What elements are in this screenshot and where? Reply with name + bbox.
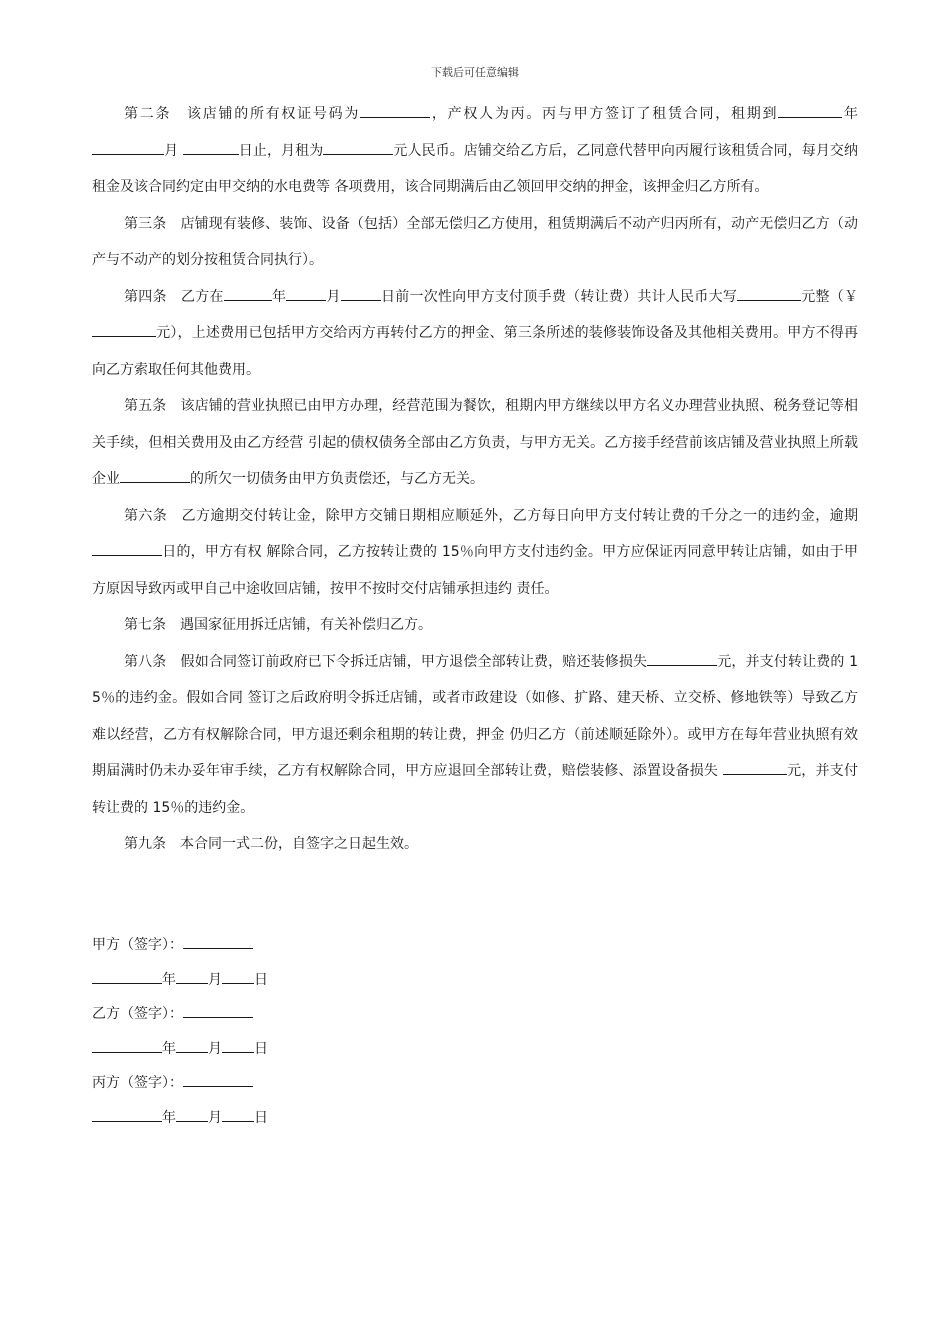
blank-field[interactable]: [323, 139, 393, 155]
party-b-signature: [92, 997, 268, 1032]
party-a-signature: [92, 928, 268, 963]
text: 的所欠一切债务由甲方负责偿还，与乙方无关。: [190, 471, 484, 487]
text: 元人民币。店铺交给乙方后，乙同意代替甲向丙履行该租赁合同，每月交纳租金及该合同约定由甲交纳的水电费等 各项费用，该合同期满后由乙领回甲交纳的押金，该押金归乙方所有。: [92, 142, 859, 195]
text: 日: [254, 971, 268, 988]
blank-field[interactable]: [360, 102, 430, 118]
month-field[interactable]: [176, 968, 208, 984]
text: 年: [162, 971, 176, 988]
text: 元，并支付转让费的 15％的违约金。: [92, 763, 858, 816]
text: 第八条 假如合同签订前政府已下令拆迁店铺，甲方退偿全部转让费，赔还装修损失: [124, 653, 648, 670]
text: ，产权人为丙。丙与甲方签订了租赁合同，租期到: [430, 106, 779, 122]
signature-field[interactable]: [183, 933, 253, 949]
signature-block: [92, 928, 268, 1135]
article-7: 第七条 遇国家征用拆迁店铺，有关补偿归乙方。: [124, 617, 432, 633]
party-c-signature: [92, 1066, 268, 1101]
article-3: 第三条 店铺现有装修、装饰、设备（包括）全部无偿归乙方使用，租赁期满后不动产归丙所有，动产无偿归乙方（动产与不动产的划分按租赁合同执行）。: [92, 215, 858, 268]
text: 甲方（签字）：: [92, 937, 183, 953]
signature-field[interactable]: [183, 1002, 253, 1018]
text: 元整（￥: [801, 288, 859, 305]
text: 丙方（签字）：: [92, 1075, 183, 1091]
page-header: 下载后可任意编辑: [431, 66, 519, 79]
text: 第四条 乙方在: [124, 288, 224, 305]
month-field[interactable]: [176, 1106, 208, 1122]
day-field[interactable]: [222, 968, 254, 984]
text: 月: [208, 1109, 222, 1126]
text: 年: [271, 288, 287, 305]
year-field[interactable]: [92, 968, 162, 984]
text: 日: [254, 1040, 268, 1057]
text: 月: [326, 288, 341, 305]
article-6: [92, 498, 858, 608]
month-field[interactable]: [176, 1037, 208, 1053]
year-field[interactable]: [92, 1106, 162, 1122]
text: 日的，甲方有权 解除合同，乙方按转让费的 15％向甲方支付违约金。甲方应保证丙同意甲转让店铺，如由于甲方原因导致丙或甲自己中途收回店铺，按甲不按时交付店铺承担违约 责任。: [92, 544, 858, 597]
blank-field[interactable]: [92, 321, 156, 337]
text: 第六条 乙方逾期交付转让金，除甲方交铺日期相应顺延外，乙方每日向甲方支付转让费的千分之一的违约金，逾期: [124, 507, 858, 524]
blank-field[interactable]: [92, 139, 164, 155]
text: 元），上述费用已包括甲方交给丙方再转付乙方的押金、第三条所述的装修装饰设备及其他相关费用。甲方不得再向乙方索取任何其他费用。: [92, 325, 858, 378]
article-5: [92, 388, 858, 498]
text: 第二条 该店铺的所有权证号码为: [124, 106, 361, 122]
party-a-date: [92, 963, 268, 998]
article-8: [92, 644, 858, 827]
text: 月: [208, 971, 222, 988]
text: 元，并支付转让费的 15％的违约金。假如合同 签订之后政府明令拆迁店铺，或者市政建设（如修、扩路、建天桥、立交桥、修地铁等）导致乙方难以经营，乙方有权解除合同，甲方退还剩余租期的转让费，押金 仍归乙方（前述顺延除外）。或甲方在每年营业执照有效期届满时仍未办妥年审手续，乙方有权解除合同，甲方应退回全部转让费，赔偿装修、添置设备损失: [92, 653, 859, 779]
text: 日前一次性向甲方支付顶手费（转让费）共计人民币大写: [380, 288, 738, 305]
text: 乙方（签字）：: [92, 1006, 183, 1022]
party-b-date: [92, 1032, 268, 1067]
blank-field[interactable]: [778, 102, 842, 118]
blank-field[interactable]: [183, 139, 239, 155]
blank-field[interactable]: [737, 285, 801, 301]
day-field[interactable]: [222, 1037, 254, 1053]
party-c-date: [92, 1101, 268, 1136]
text: 日止，月租为: [238, 142, 324, 159]
article-2: [92, 96, 858, 206]
blank-field[interactable]: [92, 540, 162, 556]
contract-body: [92, 96, 858, 863]
text: 月: [164, 142, 183, 159]
article-4: [92, 279, 858, 389]
blank-field[interactable]: [120, 467, 190, 483]
text: 第五条 该店铺的营业执照已由甲方办理，经营范围为餐饮，租期内甲方继续以甲方名义办理营业执照、税务登记等相关手续，但相关费用及由乙方经营 引起的债权债务全部由乙方负责，与甲方无关。乙方接手经营前该店铺及营业执照上所载企业: [92, 398, 858, 487]
blank-field[interactable]: [341, 285, 381, 301]
blank-field[interactable]: [224, 285, 272, 301]
text: 年: [162, 1040, 176, 1057]
text: 月: [208, 1040, 222, 1057]
text: 年: [162, 1109, 176, 1126]
blank-field[interactable]: [723, 759, 787, 775]
text: 年: [842, 106, 859, 122]
year-field[interactable]: [92, 1037, 162, 1053]
day-field[interactable]: [222, 1106, 254, 1122]
blank-field[interactable]: [286, 285, 326, 301]
text: 日: [254, 1109, 268, 1126]
blank-field[interactable]: [647, 650, 717, 666]
article-9: 第九条 本合同一式二份，自签字之日起生效。: [124, 836, 418, 852]
signature-field[interactable]: [183, 1071, 253, 1087]
